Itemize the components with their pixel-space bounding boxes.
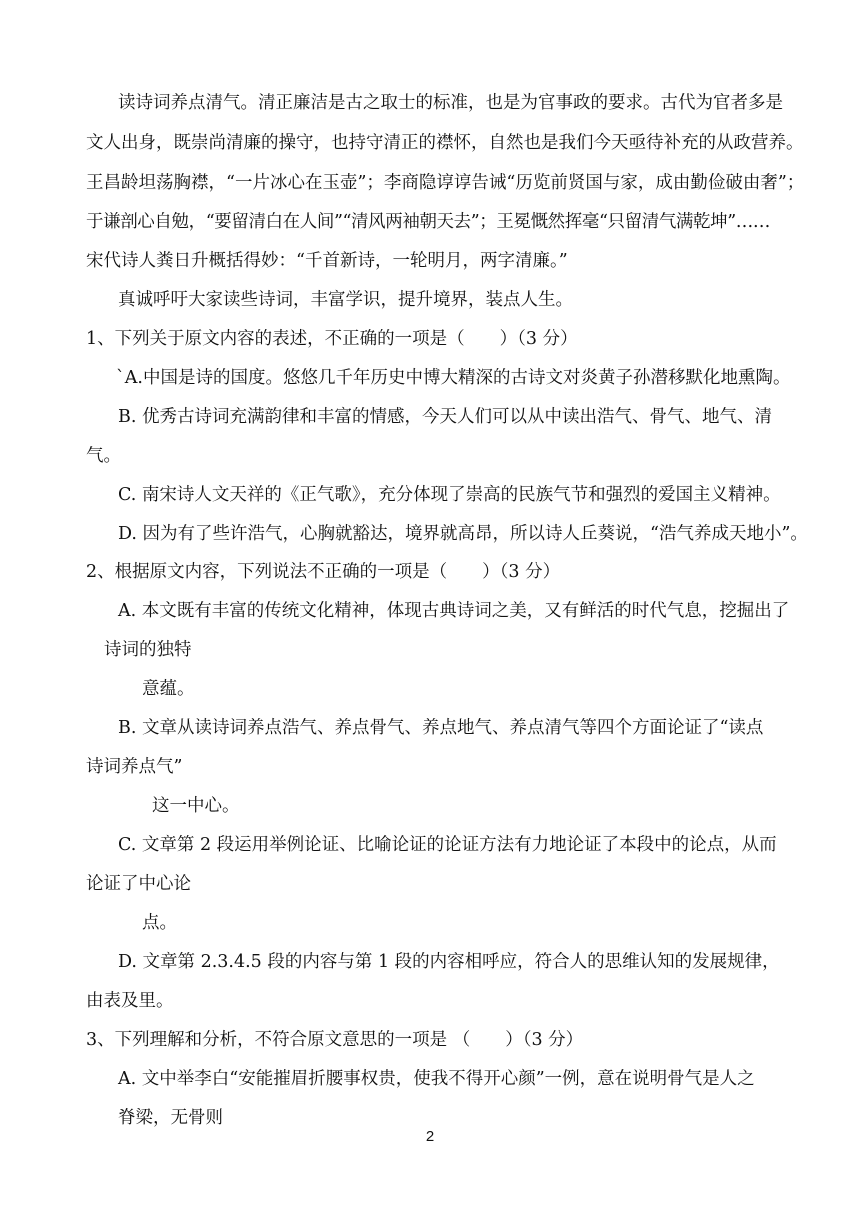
passage-line: 王昌龄坦荡胸襟，“一片冰心在玉壶”；李商隐谆谆告诫“历览前贤国与家，成由勤俭破由奢”； xyxy=(86,173,805,193)
answer-option: D. 文章第 2.3.4.5 段的内容与第 1 段的内容相呼应，符合人的思维认知的发展规律， xyxy=(118,952,780,972)
answer-option-continued: 气。 xyxy=(86,446,121,466)
question-stem: 1、下列关于原文内容的表述，不正确的一项是（ ）（3 分） xyxy=(86,329,578,349)
answer-option: A. 文中举李白“安能摧眉折腰事权贵，使我不得开心颜”一例，意在说明骨气是人之 xyxy=(118,1069,755,1089)
passage-line: 真诚呼吁大家读些诗词，丰富学识，提升境界，装点人生。 xyxy=(118,290,573,310)
page-number: 2 xyxy=(425,1128,435,1145)
answer-option: A. 本文既有丰富的传统文化精神，体现古典诗词之美，又有鲜活的时代气息，挖掘出了 xyxy=(118,601,790,621)
answer-option: B. 优秀古诗词充满韵律和丰富的情感，今天人们可以从中读出浩气、骨气、地气、清 xyxy=(118,407,772,427)
answer-option-continued: 意蕴。 xyxy=(142,679,195,699)
answer-option-continued: 这一中心。 xyxy=(152,796,240,816)
passage-line: 宋代诗人粪日升概括得妙：“千首新诗，一轮明月，两字清廉。” xyxy=(86,251,568,271)
answer-option-continued: 点。 xyxy=(142,913,177,933)
answer-option: C. 文章第 2 段运用举例论证、比喻论证的论证方法有力地论证了本段中的论点，从而 xyxy=(118,835,777,855)
question-stem: 2、根据原文内容，下列说法不正确的一项是（ ）（3 分） xyxy=(86,562,561,582)
answer-option-continued: 论证了中心论 xyxy=(86,874,191,894)
answer-option-continued: 由表及里。 xyxy=(86,991,174,1011)
answer-option: B. 文章从读诗词养点浩气、养点骨气、养点地气、养点清气等四个方面论证了“读点 xyxy=(118,718,764,738)
question-stem: 3、下列理解和分析，不符合原文意思的一项是 （ ）（3 分） xyxy=(86,1030,584,1050)
answer-option-continued: 诗词养点气” xyxy=(86,757,183,777)
passage-line: 于谦剖心自勉，“要留清白在人间”“清风两袖朝天去”；王冕慨然挥毫“只留清气满乾坤”…… xyxy=(86,212,770,232)
answer-option-continued: 脊梁，无骨则 xyxy=(118,1108,223,1128)
passage-line: 文人出身，既崇尚清廉的操守，也持守清正的襟怀，自然也是我们今天亟待补充的从政营养。 xyxy=(86,133,804,153)
answer-option: `A.中国是诗的国度。悠悠几千年历史中博大精深的古诗文对炎黄子孙潜移默化地熏陶。 xyxy=(116,368,791,388)
answer-option-continued: 诗词的独特 xyxy=(104,640,192,660)
answer-option: D. 因为有了些许浩气，心胸就豁达，境界就高昂，所以诗人丘葵说，“浩气养成天地小”。 xyxy=(118,524,808,544)
passage-line: 读诗词养点清气。清正廉洁是古之取士的标准，也是为官事政的要求。古代为官者多是 xyxy=(118,93,783,113)
answer-option: C. 南宋诗人文天祥的《正气歌》，充分体现了崇高的民族气节和强烈的爱国主义精神。 xyxy=(118,485,781,505)
